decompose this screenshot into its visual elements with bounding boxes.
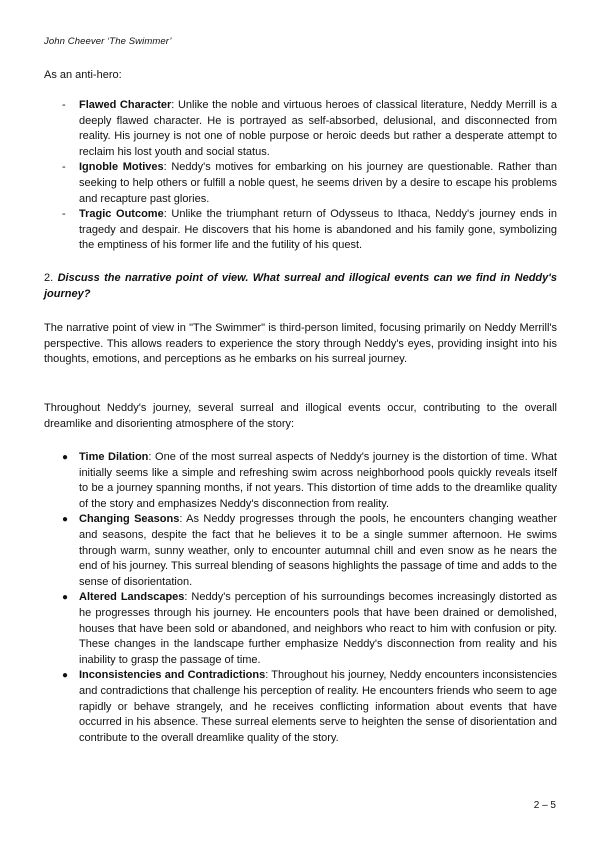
anti-hero-list <box>62 98 557 254</box>
page-number: 2 – 5 <box>533 800 556 811</box>
list-item-term: Inconsistencies and Contradictions <box>79 669 266 682</box>
list-item-text: : Neddy's motives for embarking on his journey are questionable. Rather than seeking to help others or fulfill a noble quest, he seems driven by a desire to escape his problems and recapture past glories. <box>79 161 557 205</box>
list-item-text: : Unlike the noble and virtuous heroes of classical literature, Neddy Merrill is a deeply flawed character. He is portrayed as self-absorbed, delusional, and disconnected from reality. His journey is not one of noble purpose or heroic deeds but rather a desperate attempt to reclaim his lost youth and social status. <box>79 99 558 158</box>
bullet-marker: ● <box>62 592 69 604</box>
paragraph: The narrative point of view in "The Swimmer" is third-person limited, focusing primarily on Neddy Merrill's perspective. This allows readers to experience the story through Neddy's eyes, providing insight into his thoughts, emotions, and perceptions as he embarks on his surreal journey. <box>44 322 557 366</box>
list-item-text: : As Neddy progresses through the pools, he encounters changing weather and seasons, despite the fact that he believes it to be a single summer afternoon. He swims through warm, sunny weather, only to encounter autumnal chill and even snow as he nears the end of his journey. This surreal blending of seasons highlights the passage of time and adds to the sense of disorientation. <box>79 513 557 588</box>
bullet-marker: ● <box>62 514 69 526</box>
list-item-text: : Throughout his journey, Neddy encounters inconsistencies and contradictions that challenge his perception of reality. He encounters friends who seem to age rapidly or behave strangely, and he receives conflicting information about events that have occurred in his absence. These surreal elements serve to heighten the sense of disorientation and contribute to the overall dreamlike quality of the story. <box>79 669 557 744</box>
list-item <box>62 98 557 160</box>
list-item-text: : One of the most surreal aspects of Neddy's journey is the distortion of time. What initially seems like a simple and refreshing swim across neighborhood pools quickly reveals itself to be a journey spanning months, if not years. This distortion of time adds to the dreamlike quality of the story and emphasizes Neddy's disconnection from reality. <box>79 451 557 510</box>
list-item-term: Flawed Character <box>79 99 172 111</box>
list-item <box>62 207 557 254</box>
dash-marker: - <box>62 208 66 221</box>
list-item <box>62 512 557 590</box>
running-header: John Cheever ‘The Swimmer’ <box>44 36 172 47</box>
question-heading <box>44 271 557 302</box>
dash-marker: - <box>62 161 66 174</box>
list-item <box>62 668 557 746</box>
list-item <box>62 160 557 207</box>
list-item-term: Time Dilation <box>79 451 149 463</box>
list-item-text: : Neddy's perception of his surroundings becomes increasingly distorted as he progresses through his journey. He encounters pools that have been drained or demolished, houses that have been sold or abandoned, and neighbors who react to him with confusion or pity. These changes in the landscape further emphasize Neddy's disconnection from reality and his inability to grasp the passage of time. <box>79 591 557 666</box>
paragraph: Throughout Neddy's journey, several surreal and illogical events occur, contributing to the overall dreamlike and disorienting atmosphere of the story: <box>44 402 557 430</box>
list-item-term: Ignoble Motives <box>79 161 164 174</box>
question-number: 2. <box>44 272 54 284</box>
list-item <box>62 450 557 512</box>
bullet-marker: ● <box>62 670 69 682</box>
list-item <box>62 590 557 668</box>
dash-marker: - <box>62 99 66 111</box>
list-item-term: Altered Landscapes <box>79 591 185 604</box>
list-item-term: Tragic Outcome <box>79 208 164 221</box>
question-text: Discuss the narrative point of view. What surreal and illogical events can we find in Neddy's journey? <box>44 272 558 300</box>
surreal-events-list <box>62 450 557 746</box>
list-item-text: : Unlike the triumphant return of Odysseus to Ithaca, Neddy's journey ends in tragedy and despair. He discovers that his home is abandoned and his family gone, symbolizing the emptiness of his former life and the futility of his quest. <box>79 208 557 252</box>
section-intro: As an anti-hero: <box>44 69 122 81</box>
list-item-term: Changing Seasons <box>79 513 180 526</box>
bullet-marker: ● <box>62 452 69 463</box>
